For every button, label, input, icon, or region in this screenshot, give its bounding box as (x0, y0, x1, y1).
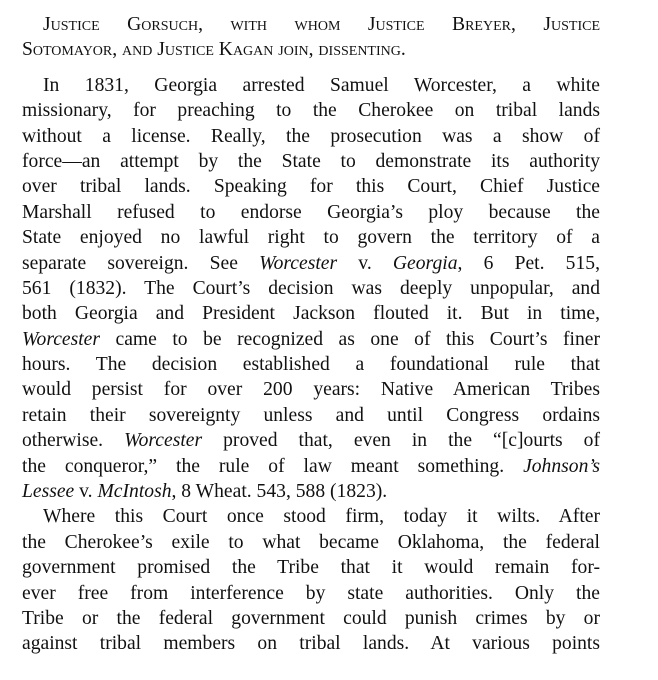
text-segment: separate sovereign. See (22, 252, 260, 274)
text-segment: otherwise. (22, 430, 125, 452)
text-line (22, 454, 600, 479)
text-line (22, 428, 600, 453)
text-segment: v. (337, 252, 393, 274)
text-line: 561 (1832). The Court’s decision was deeply unpopular, and (22, 277, 600, 299)
text-segment: proved that, even in the “[c]ourts of (202, 430, 600, 452)
opinion-page (22, 12, 600, 657)
paragraph-1 (22, 73, 600, 505)
text-line: force—an attempt by the State to demonstrate its authority (22, 150, 600, 172)
text-segment: v. (74, 481, 98, 503)
case-name: Worcester (259, 252, 338, 274)
heading-line: Justice Gorsuch, with whom Justice Breyer, Justice (43, 14, 600, 35)
text-line: against tribal members on tribal lands. At various points (22, 633, 600, 655)
case-name: Georgia (392, 252, 458, 274)
text-line: Where this Court once stood firm, today it wilts. After (43, 506, 600, 528)
text-line (22, 479, 600, 504)
case-name: Worcester (124, 430, 203, 452)
text-segment: the conqueror,” the rule of law meant something. (22, 455, 524, 477)
case-name: Lessee (22, 481, 75, 503)
text-line: missionary, for preaching to the Cherokee on tribal lands (22, 100, 600, 122)
dissent-heading (22, 12, 600, 63)
text-line: Marshall refused to endorse Georgia’s ploy because the (22, 201, 600, 223)
heading-line: Sotomayor, and Justice Kagan join, dissenting. (22, 39, 406, 61)
case-name: Worcester (22, 328, 101, 350)
text-line: without a license. Really, the prosecution was a show of (22, 125, 600, 147)
text-line (22, 251, 600, 276)
text-line (22, 327, 600, 352)
text-line: over tribal lands. Speaking for this Court, Chief Justice (22, 176, 600, 198)
text-segment: came to be recognized as one of this Court’s finer (100, 328, 600, 350)
text-line: hours. The decision established a foundational rule that (22, 354, 600, 376)
case-name: Johnson’s (523, 455, 600, 477)
text-line: both Georgia and President Jackson flouted it. But in time, (22, 303, 600, 325)
text-line: In 1831, Georgia arrested Samuel Worcester, a white (43, 74, 600, 96)
text-segment: , 6 Pet. 515, (457, 252, 600, 274)
text-line: the Cherokee’s exile to what became Oklahoma, the federal (22, 531, 600, 553)
text-line: Tribe or the federal government could punish crimes by or (22, 607, 600, 629)
paragraph-2 (22, 504, 600, 656)
text-line: ever free from interference by state authorities. Only the (22, 582, 600, 604)
text-line: would persist for over 200 years: Native American Tribes (22, 379, 600, 401)
text-segment: , 8 Wheat. 543, 588 (1823). (171, 481, 388, 503)
text-line: State enjoyed no lawful right to govern the territory of a (22, 227, 600, 249)
case-name: McIntosh (97, 481, 172, 503)
text-line: retain their sovereignty unless and until Congress ordains (22, 404, 600, 426)
text-line: government promised the Tribe that it would remain for- (22, 557, 600, 579)
